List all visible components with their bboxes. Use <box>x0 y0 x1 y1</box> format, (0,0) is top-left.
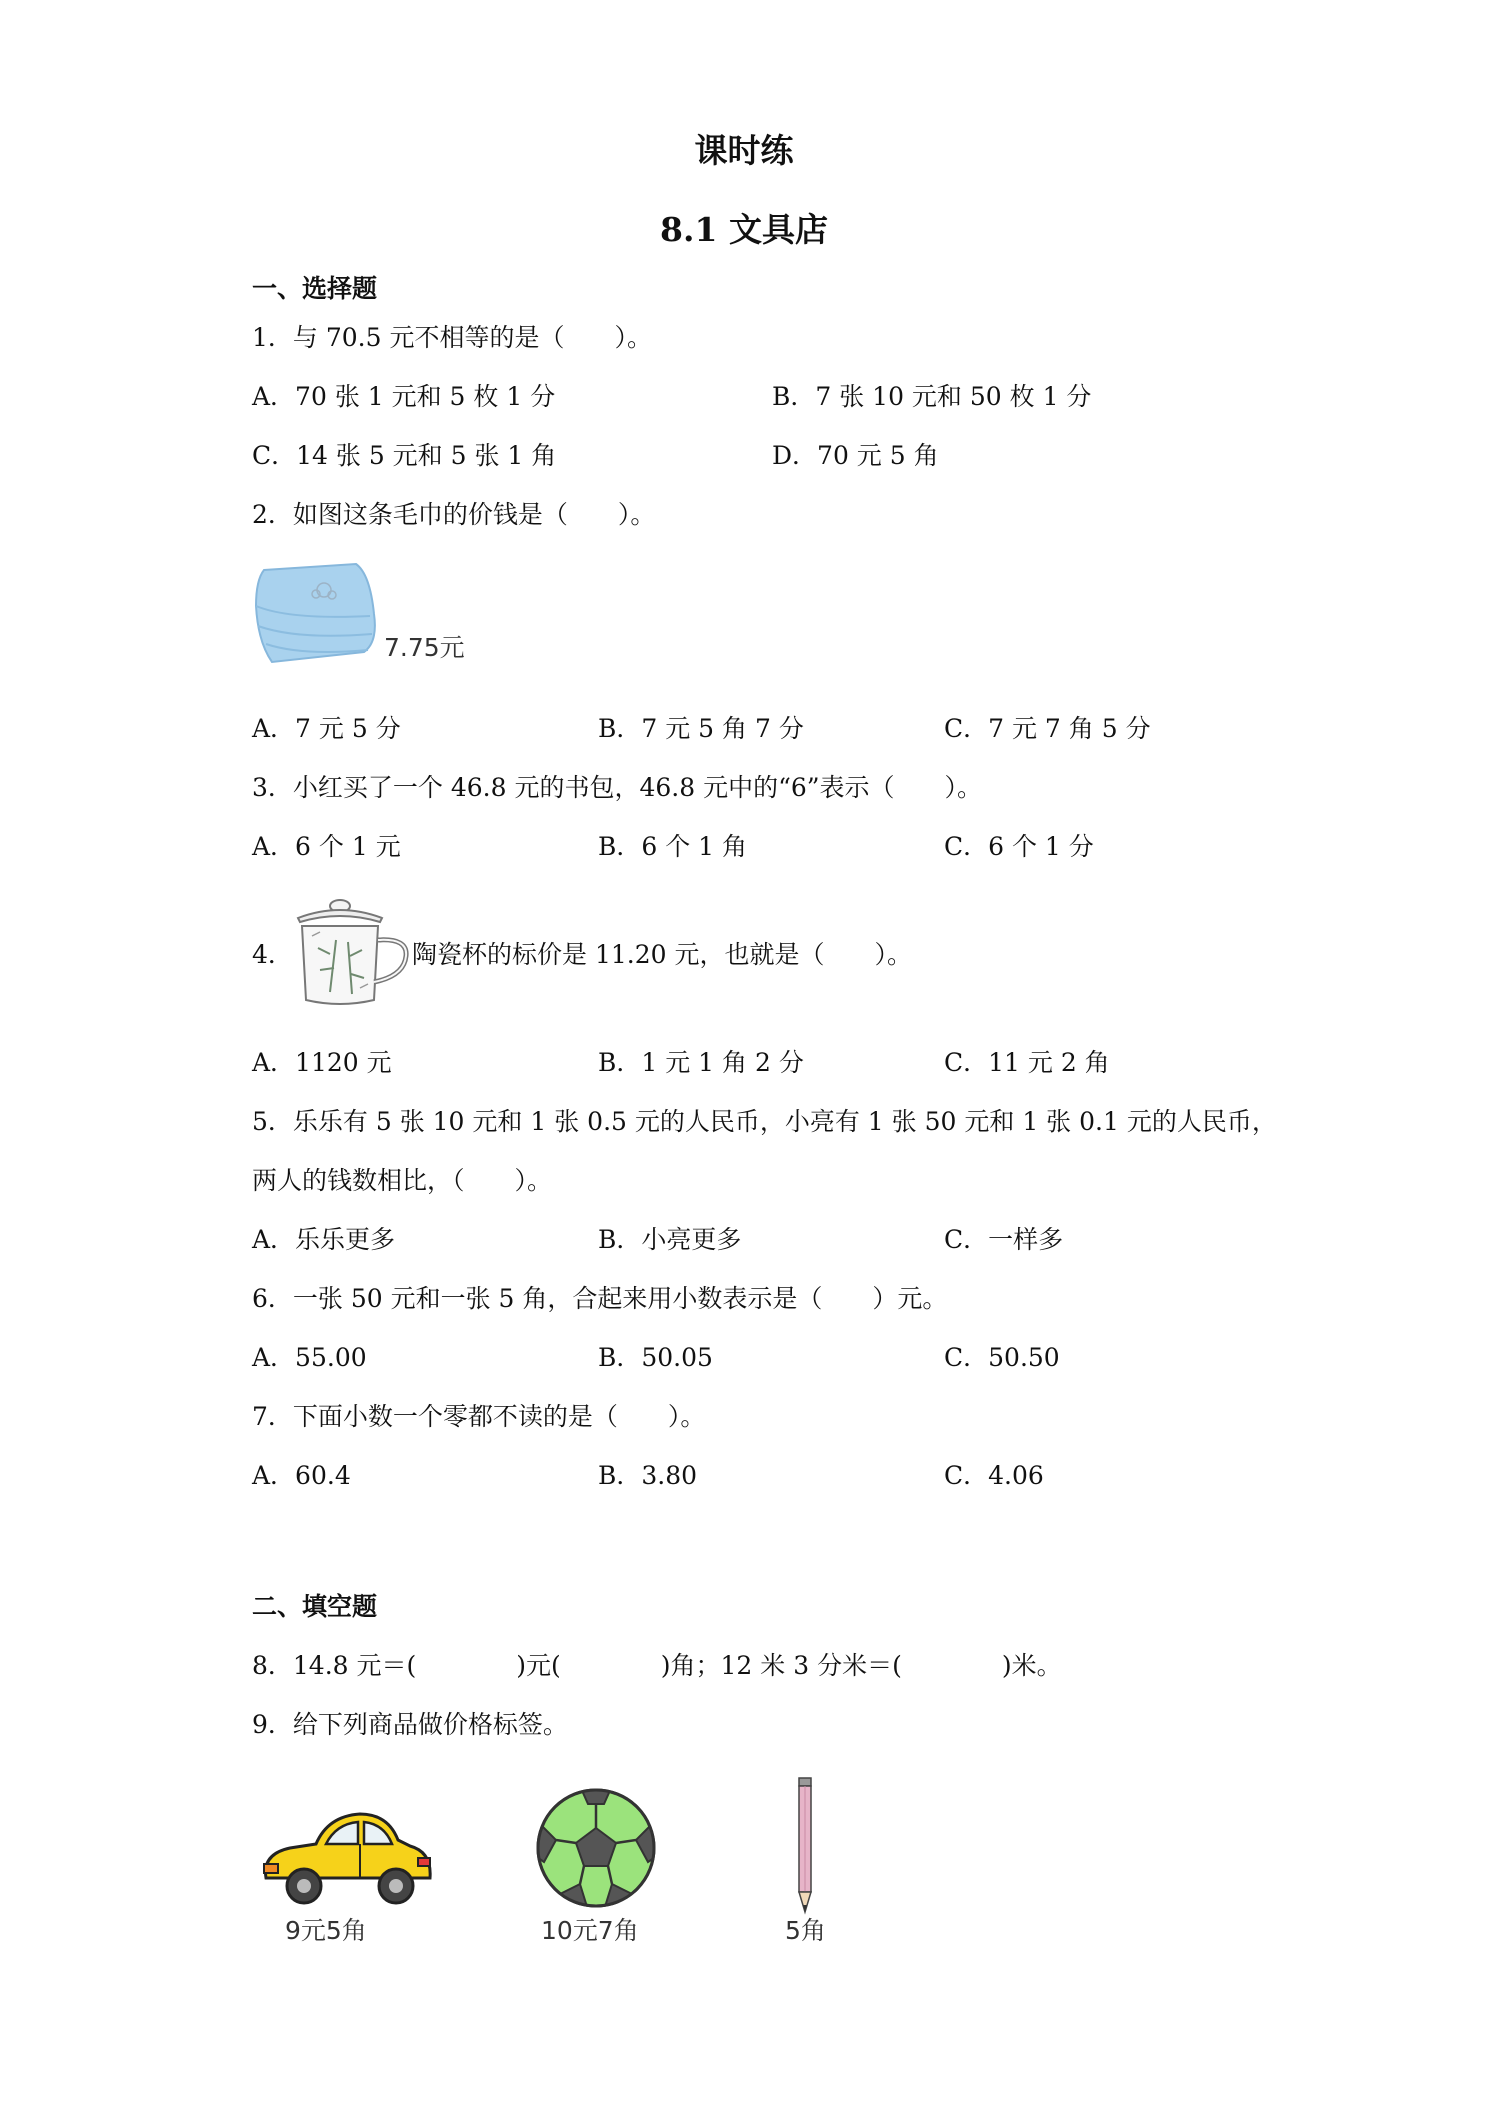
section-heading-fill: 二、填空题 <box>252 1592 378 1621</box>
ball-price-label: 10元7角 <box>541 1916 639 1945</box>
worksheet-title: 课时练 <box>694 131 794 170</box>
question-3-stem: 3．小红买了一个 46.8 元的书包，46.8 元中的“6”表示（ ）。 <box>252 773 983 802</box>
question-1-option-b: B．7 张 10 元和 50 枚 1 分 <box>772 382 1092 411</box>
question-3-option-b: B．6 个 1 角 <box>598 832 748 861</box>
towel-price-label: 7.75元 <box>384 633 465 662</box>
pencil-price-label: 5角 <box>785 1916 826 1945</box>
question-7-option-b: B．3.80 <box>598 1461 698 1490</box>
lesson-title: 8.1 文具店 <box>660 210 828 249</box>
question-5-stem-line2: 两人的钱数相比，（ ）。 <box>252 1166 553 1195</box>
question-4-option-b: B．1 元 1 角 2 分 <box>598 1048 804 1077</box>
question-9-stem: 9．给下列商品做价格标签。 <box>252 1710 568 1739</box>
toy-car-icon <box>260 1806 436 1912</box>
question-6-option-b: B．50.05 <box>598 1343 713 1372</box>
question-4-number: 4． <box>252 940 293 969</box>
question-6-option-c: C．50.50 <box>944 1343 1060 1372</box>
question-5-stem-line1: 5．乐乐有 5 张 10 元和 1 张 0.5 元的人民币，小亮有 1 张 50 元和 1 张 0.1 元的人民币， <box>252 1107 1277 1136</box>
question-7-option-a: A．60.4 <box>252 1461 351 1490</box>
question-2-option-a: A．7 元 5 分 <box>252 714 401 743</box>
question-1-stem: 1．与 70.5 元不相等的是（ ）。 <box>252 323 652 352</box>
question-5-option-a: A．乐乐更多 <box>252 1225 396 1254</box>
question-7-stem: 7．下面小数一个零都不读的是（ ）。 <box>252 1402 706 1431</box>
question-2-stem: 2．如图这条毛巾的价钱是（ ）。 <box>252 500 656 529</box>
question-1-option-d: D．70 元 5 角 <box>772 441 939 470</box>
question-2-option-b: B．7 元 5 角 7 分 <box>598 714 804 743</box>
towel-icon <box>250 560 382 668</box>
question-4-option-a: A．1120 元 <box>252 1048 392 1077</box>
question-6-stem: 6．一张 50 元和一张 5 角，合起来用小数表示是（ ）元。 <box>252 1284 948 1313</box>
question-5-option-c: C．一样多 <box>944 1225 1064 1254</box>
question-4-stem: 陶瓷杯的标价是 11.20 元，也就是（ ）。 <box>412 940 912 969</box>
question-4-option-c: C．11 元 2 角 <box>944 1048 1110 1077</box>
question-5-option-b: B．小亮更多 <box>598 1225 742 1254</box>
question-3-option-a: A．6 个 1 元 <box>252 832 401 861</box>
question-1-option-c: C．14 张 5 元和 5 张 1 角 <box>252 441 557 470</box>
question-6-option-a: A．55.00 <box>252 1343 367 1372</box>
pencil-icon <box>788 1776 822 1916</box>
soccer-ball-icon <box>530 1782 662 1914</box>
question-3-option-c: C．6 个 1 分 <box>944 832 1094 861</box>
ceramic-cup-icon <box>290 892 414 1012</box>
question-2-option-c: C．7 元 7 角 5 分 <box>944 714 1151 743</box>
question-8-stem: 8．14.8 元＝( )元( )角；12 米 3 分米＝( )米。 <box>252 1651 1062 1680</box>
question-1-option-a: A．70 张 1 元和 5 枚 1 分 <box>252 382 556 411</box>
car-price-label: 9元5角 <box>285 1916 367 1945</box>
section-heading-choice: 一、选择题 <box>252 274 378 303</box>
question-7-option-c: C．4.06 <box>944 1461 1044 1490</box>
